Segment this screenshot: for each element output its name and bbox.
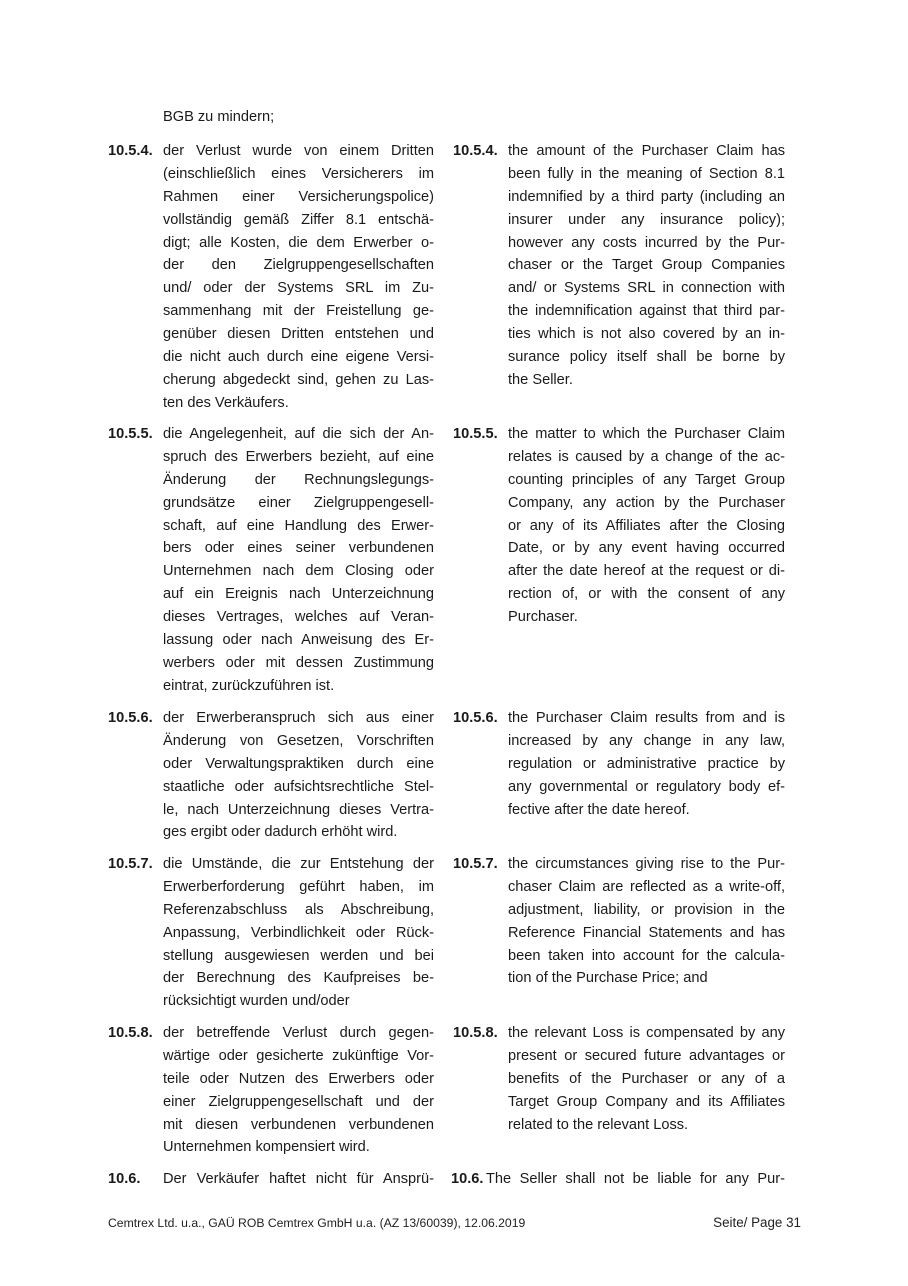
text-line: die Umstände, die zur Entstehung der [163,856,434,872]
clause-text [163,707,434,844]
text-line: the relevant Loss is compensated by any [508,1025,785,1041]
page-number: Seite/ Page 31 [713,1215,801,1230]
clause-number: 10.5.6. [453,710,498,726]
text-line: chaser or the Target Group Companies [508,257,785,274]
text-line: dieses Vertrages, welches auf Veran- [163,609,434,626]
text-line: Reference Financial Statements and has [508,924,785,941]
text-line: tion of the Purchase Price; and [508,970,708,987]
clause-text [486,1168,785,1191]
text-line: the amount of the Purchaser Claim has [508,143,785,159]
text-line: indemnified by a third party (including an [508,188,785,205]
text-line: bers oder eines seiner verbundenen [163,540,434,557]
text-line: rection of, or with the consent of any [508,586,785,603]
text-line: Änderung von Gesetzen, Vorschriften [163,732,434,749]
text-line: werbers oder mit dessen Zustimmung [163,654,434,671]
text-line: however any costs incurred by the Pur- [508,234,785,251]
clause-text [163,1168,434,1191]
text-line: der Erwerberanspruch sich aus einer [163,710,434,726]
text-line: sammenhang mit der Freistellung ge- [163,303,434,320]
clause-number: 10.5.8. [453,1025,498,1041]
text-line: Company, any action by the Purchaser [508,494,785,511]
text-line: (einschließlich eines Versicherers im [163,165,434,182]
clause-number: 10.5.5. [108,426,153,442]
text-line: Der Verkäufer haftet nicht für Ansprü- [163,1171,434,1187]
text-line: schaft, auf eine Handlung des Erwer- [163,517,434,534]
text-line: Target Group Company and its Affiliates [508,1093,785,1110]
text-line: Referenzabschluss als Abschreibung, [163,901,434,918]
text-line: the indemnification against that third par- [508,303,785,320]
text-line: mit diesen verbundenen verbundenen [163,1116,434,1133]
text-line: or any of its Affiliates after the Closing [508,517,785,534]
clause-number: 10.5.7. [453,856,498,872]
text-line: staatliche oder aufsichtsrechtliche Stel- [163,778,434,795]
clause-text [163,423,434,698]
footer-reference: Cemtrex Ltd. u.a., GAÜ ROB Cemtrex GmbH u.a. (AZ 13/60039), 12.06.2019 [108,1216,526,1230]
text-line: der den Zielgruppengesellschaften [163,257,434,274]
clause-text [508,707,785,821]
text-line: die Angelegenheit, auf die sich der An- [163,426,434,442]
text-line: der betreffende Verlust durch gegen- [163,1025,434,1041]
text-line: regulation or administrative practice by [508,755,785,772]
text-line: any governmental or regulatory body ef- [508,778,785,795]
text-line: einer Zielgruppengesellschaft und der [163,1093,434,1110]
text-line: the Purchaser Claim results from and is [508,710,785,726]
text-line: Anpassung, Verbindlichkeit oder Rück- [163,924,434,941]
clause-text [163,853,434,1013]
clause-text [508,853,785,990]
text-line: eintrat, zurückzuführen ist. [163,677,335,694]
text-line: after the date hereof at the request or di- [508,563,785,580]
text-line: rücksichtigt wurden und/oder [163,993,350,1010]
clause-text [163,140,434,415]
text-line: related to the relevant Loss. [508,1116,689,1133]
text-line: fective after the date hereof. [508,801,690,818]
clause-number: 10.5.5. [453,426,498,442]
text-line: cherung abgedeckt sind, gehen zu Las- [163,371,434,388]
text-line: auf ein Ereignis nach Unterzeichnung [163,586,434,603]
text-line: adjustment, liability, or provision in the [508,901,785,918]
text-line: the matter to which the Purchaser Claim [508,426,785,442]
text-line: Unternehmen nach dem Closing oder [163,563,434,580]
text-line: chaser Claim are reflected as a write-off, [508,878,785,895]
text-line: present or secured future advantages or [508,1047,785,1064]
text-line: Unternehmen kompensiert wird. [163,1139,370,1156]
text-line: wärtige oder gesicherte zukünftige Vor- [163,1047,434,1064]
clause-number: 10.5.4. [453,143,498,159]
text-line: grundsätze einer Zielgruppengesell- [163,494,434,511]
text-line: der Berechnung des Kaufpreises be- [163,970,434,987]
text-line: been fully in the meaning of Section 8.1 [508,165,785,182]
text-line: ties which is not also covered by an in- [508,326,785,343]
clause-text [508,1022,785,1136]
clause-text [508,140,785,392]
text-line: digt; alle Kosten, die dem Erwerber o- [163,234,434,251]
text-line: genüber diesen Dritten entstehen und [163,326,434,343]
text-line: the circumstances giving rise to the Pur- [508,856,785,872]
text-line: und/ oder der Systems SRL im Zu- [163,280,434,297]
text-line: die nicht auch durch eine eigene Versi- [163,349,434,366]
text-line: stellung ausgewiesen werden und bei [163,947,434,964]
text-line: Änderung der Rechnungslegungs- [163,471,434,488]
text-line: insurer under any insurance policy); [508,211,785,228]
clause-number: 10.6. [451,1171,484,1187]
text-line: benefits of the Purchaser or any of a [508,1070,785,1087]
text-line: lassung oder nach Anweisung des Er- [163,632,434,649]
text-line: counting principles of any Target Group [508,471,785,488]
text-line: ges ergibt oder dadurch erhöht wird. [163,824,398,841]
text-line: increased by any change in any law, [508,732,785,749]
text-line: vollständig gemäß Ziffer 8.1 entschä- [163,211,434,228]
text-line: oder Verwaltungspraktiken durch eine [163,755,434,772]
text-line: Date, or by any event having occurred [508,540,785,557]
text-line: Erwerberforderung geführt haben, im [163,878,434,895]
clause-number: 10.5.7. [108,856,153,872]
text-line: teile oder Nutzen des Erwerbers oder [163,1070,434,1087]
text-line: der Verlust wurde von einem Dritten [163,143,434,159]
clause-number: 10.5.4. [108,143,153,159]
text-line: relates is caused by a change of the ac- [508,448,785,465]
text-line: BGB zu mindern; [163,109,275,125]
text-line: been taken into account for the calcula- [508,947,785,964]
text-line: The Seller shall not be liable for any Pur- [486,1171,785,1187]
text-line: and/ or Systems SRL in connection with [508,280,785,297]
text-line: Purchaser. [508,609,578,626]
clause-number: 10.5.8. [108,1025,153,1041]
clause-text [508,423,785,629]
clause-number: 10.6. [108,1171,141,1187]
clause-number: 10.5.6. [108,710,153,726]
text-line: surance policy itself shall be borne by [508,349,785,366]
text-line: ten des Verkäufers. [163,394,289,411]
text-line: le, nach Unterzeichnung dieses Vertra- [163,801,434,818]
text-line: spruch des Erwerbers bezieht, auf eine [163,448,434,465]
text-line: the Seller. [508,371,573,388]
text-line: Rahmen einer Versicherungspolice) [163,188,434,205]
clause-text [163,1022,434,1159]
